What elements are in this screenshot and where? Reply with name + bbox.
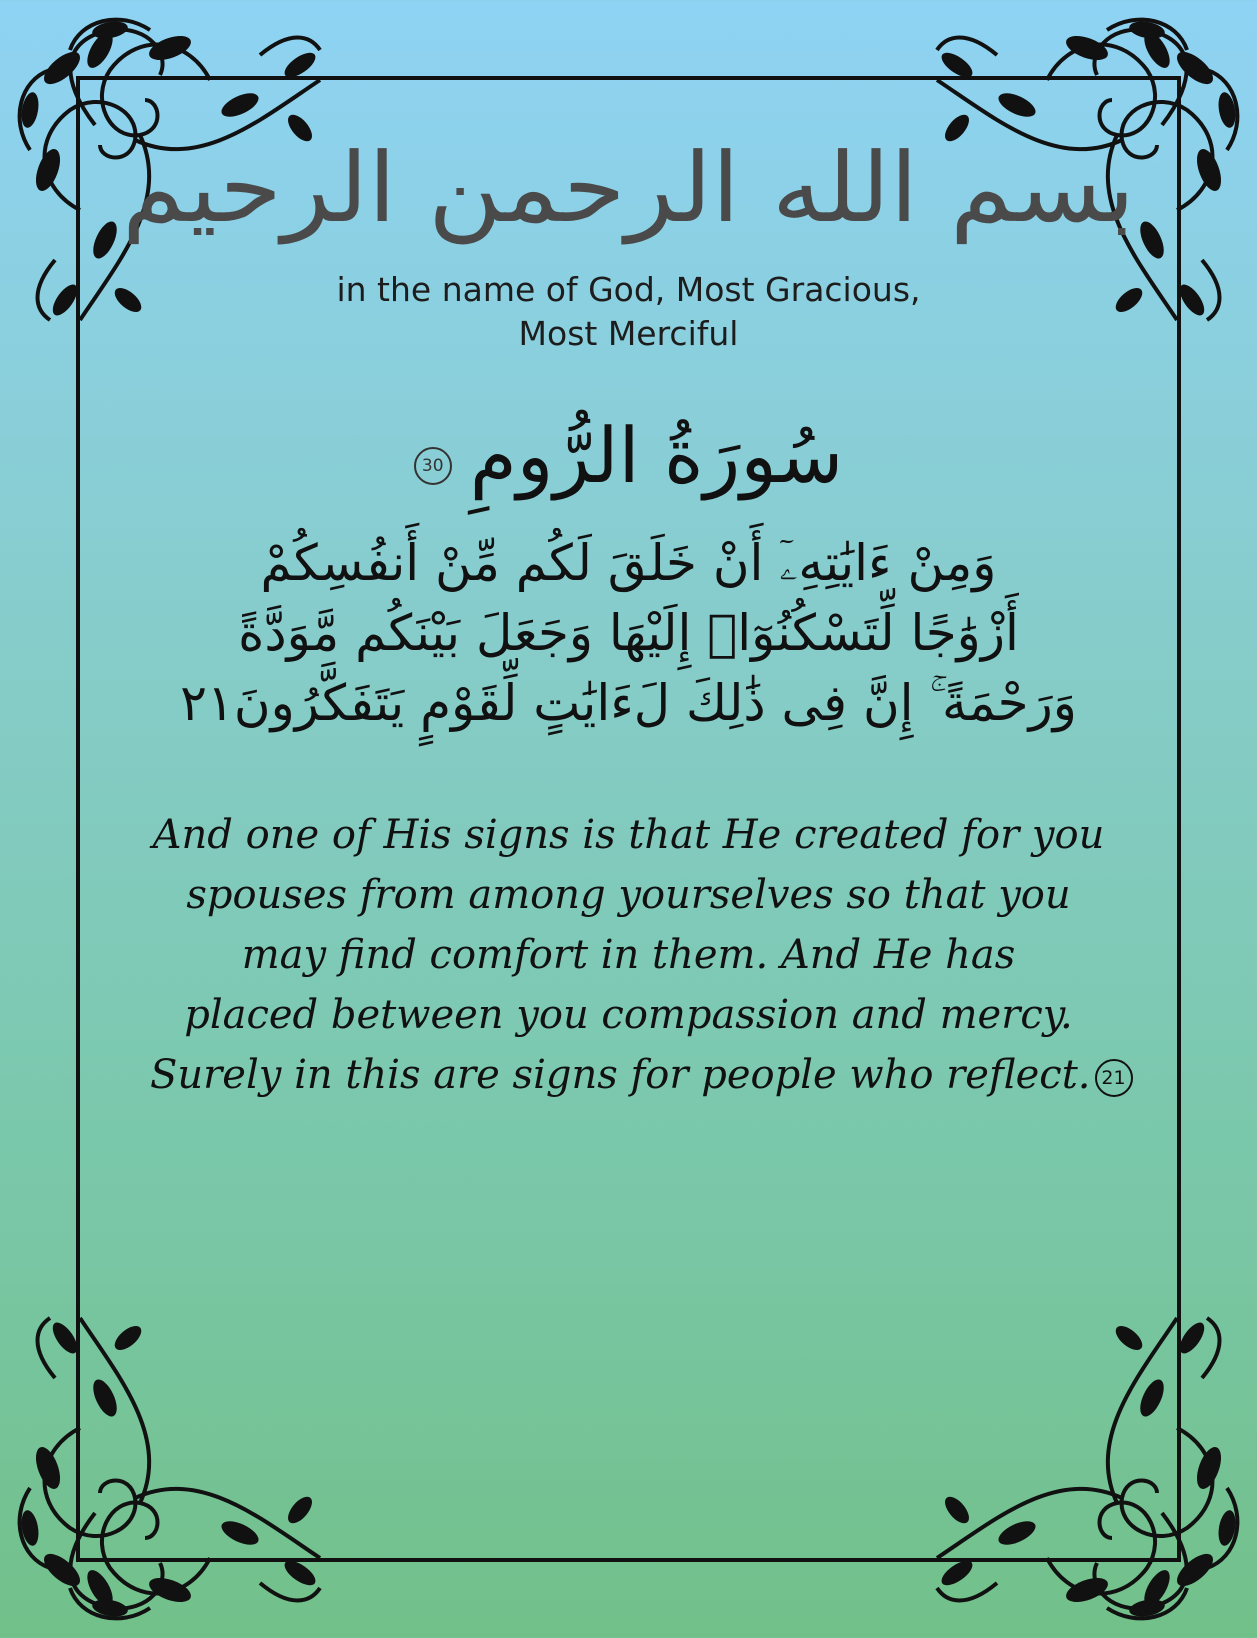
corner-ornament-bottom-left-icon [19, 1318, 320, 1619]
verse-translation-line-5: Surely in this are signs for people who reflect. 21 [150, 1045, 1107, 1105]
verse-arabic-line-2: أَزْوَٰجًا لِّتَسْكُنُوٓا۟ إِلَيْهَا وَجَعَلَ بَيْنَكُم مَّوَدَّةً [238, 604, 1019, 662]
corner-ornament-bottom-right-icon [937, 1318, 1238, 1619]
verse-translation-line-4: placed between you compassion and mercy. [184, 992, 1073, 1038]
verse-arabic-line-3: وَرَحْمَةً ۚ إِنَّ فِى ذَٰلِكَ لَءَايَٰتٍ لِّقَوْمٍ يَتَفَكَّرُونَ٢١ [180, 674, 1077, 732]
bismillah-calligraphy: بسم الله الرحمن الرحيم [121, 132, 1136, 244]
verse-arabic-line-1: وَمِنْ ءَايَٰتِهِۦٓ أَنْ خَلَقَ لَكُم مِّنْ أَنفُسِكُمْ [260, 534, 997, 592]
verse-translation-line-3: may find comfort in them. And He has [241, 932, 1016, 978]
verse-number-badge: 21 [1095, 1059, 1133, 1097]
verse-arabic-number: ٢١ [180, 674, 234, 732]
bismillah-translation: in the name of God, Most Gracious, Most Merciful [336, 270, 921, 353]
surah-header [0, 400, 1257, 510]
verse-arabic [180, 528, 1077, 738]
verse-translation [150, 805, 1126, 1105]
surah-title: سُورَةُ الرُّومِ [469, 410, 844, 500]
verse-translation-line-1: And one of His signs is that He created for you [152, 812, 1105, 858]
verse-translation-line-2: spouses from among yourselves so that you [186, 872, 1071, 918]
surah-number-badge: 30 [414, 447, 452, 485]
